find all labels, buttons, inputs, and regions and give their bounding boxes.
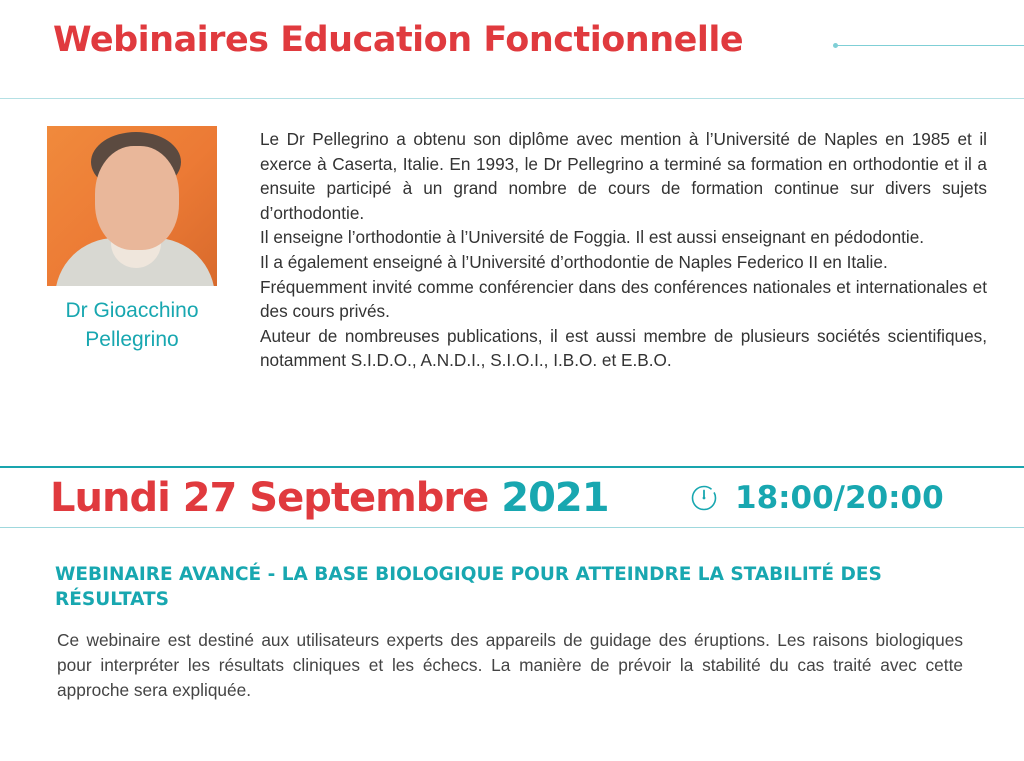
- bio-paragraph: Le Dr Pellegrino a obtenu son diplôme avec mention à l’Université de Naples en 1985 et il exerce à Caserta, Italie. En 1993, le Dr Pellegrino a terminé sa formation en orthodontie et il a ensuite participé à un grand nombre de cours de formation continue sur divers sujets d’orthodontie.: [260, 129, 987, 223]
- speaker-name-line1: Dr Gioacchino: [65, 299, 199, 322]
- bio-paragraph: Fréquemment invité comme conférencier dans des conférences nationales et internationales et des cours privés.: [260, 276, 987, 322]
- bio-paragraph: Auteur de nombreuses publications, il est aussi membre de plusieurs sociétés scientifiques, notamment S.I.D.O., A.N.D.I., S.I.O.I., I.B.O. et E.B.O.: [260, 325, 987, 371]
- photo-face: [95, 146, 179, 250]
- date-divider-top: [0, 466, 1024, 468]
- date-divider-bottom: [0, 527, 1024, 528]
- speaker-name-line2: Pellegrino: [85, 328, 179, 351]
- event-date-day: Lundi 27 Septembre: [50, 475, 489, 521]
- session-title: WEBINAIRE AVANCÉ - LA BASE BIOLOGIQUE POUR ATTEINDRE LA STABILITÉ DES RÉSULTATS: [55, 564, 882, 610]
- event-date: [50, 472, 609, 524]
- speaker-name: [30, 296, 234, 354]
- speaker-bio: [260, 127, 987, 373]
- title-decoration-line: [836, 45, 1024, 46]
- page-title: Webinaires Education Fonctionnelle: [53, 20, 744, 60]
- header-divider: [0, 98, 1024, 99]
- clock-icon: [690, 484, 718, 512]
- speaker-photo: [47, 126, 217, 286]
- session-description: Ce webinaire est destiné aux utilisateurs experts des appareils de guidage des éruptions. Les raisons biologiques pour interpréter les résultats cliniques et les échecs. La manière de prévoir la stabilité du cas traité avec cette approche sera expliquée.: [57, 630, 963, 700]
- bio-paragraph: Il a également enseigné à l’Université d’orthodontie de Naples Federico II en Italie.: [260, 251, 888, 272]
- bio-paragraph: Il enseigne l’orthodontie à l’Université de Foggia. Il est aussi enseignant en pédodontie.: [260, 227, 925, 248]
- event-time: 18:00/20:00: [735, 480, 944, 516]
- event-date-year: 2021: [501, 475, 609, 521]
